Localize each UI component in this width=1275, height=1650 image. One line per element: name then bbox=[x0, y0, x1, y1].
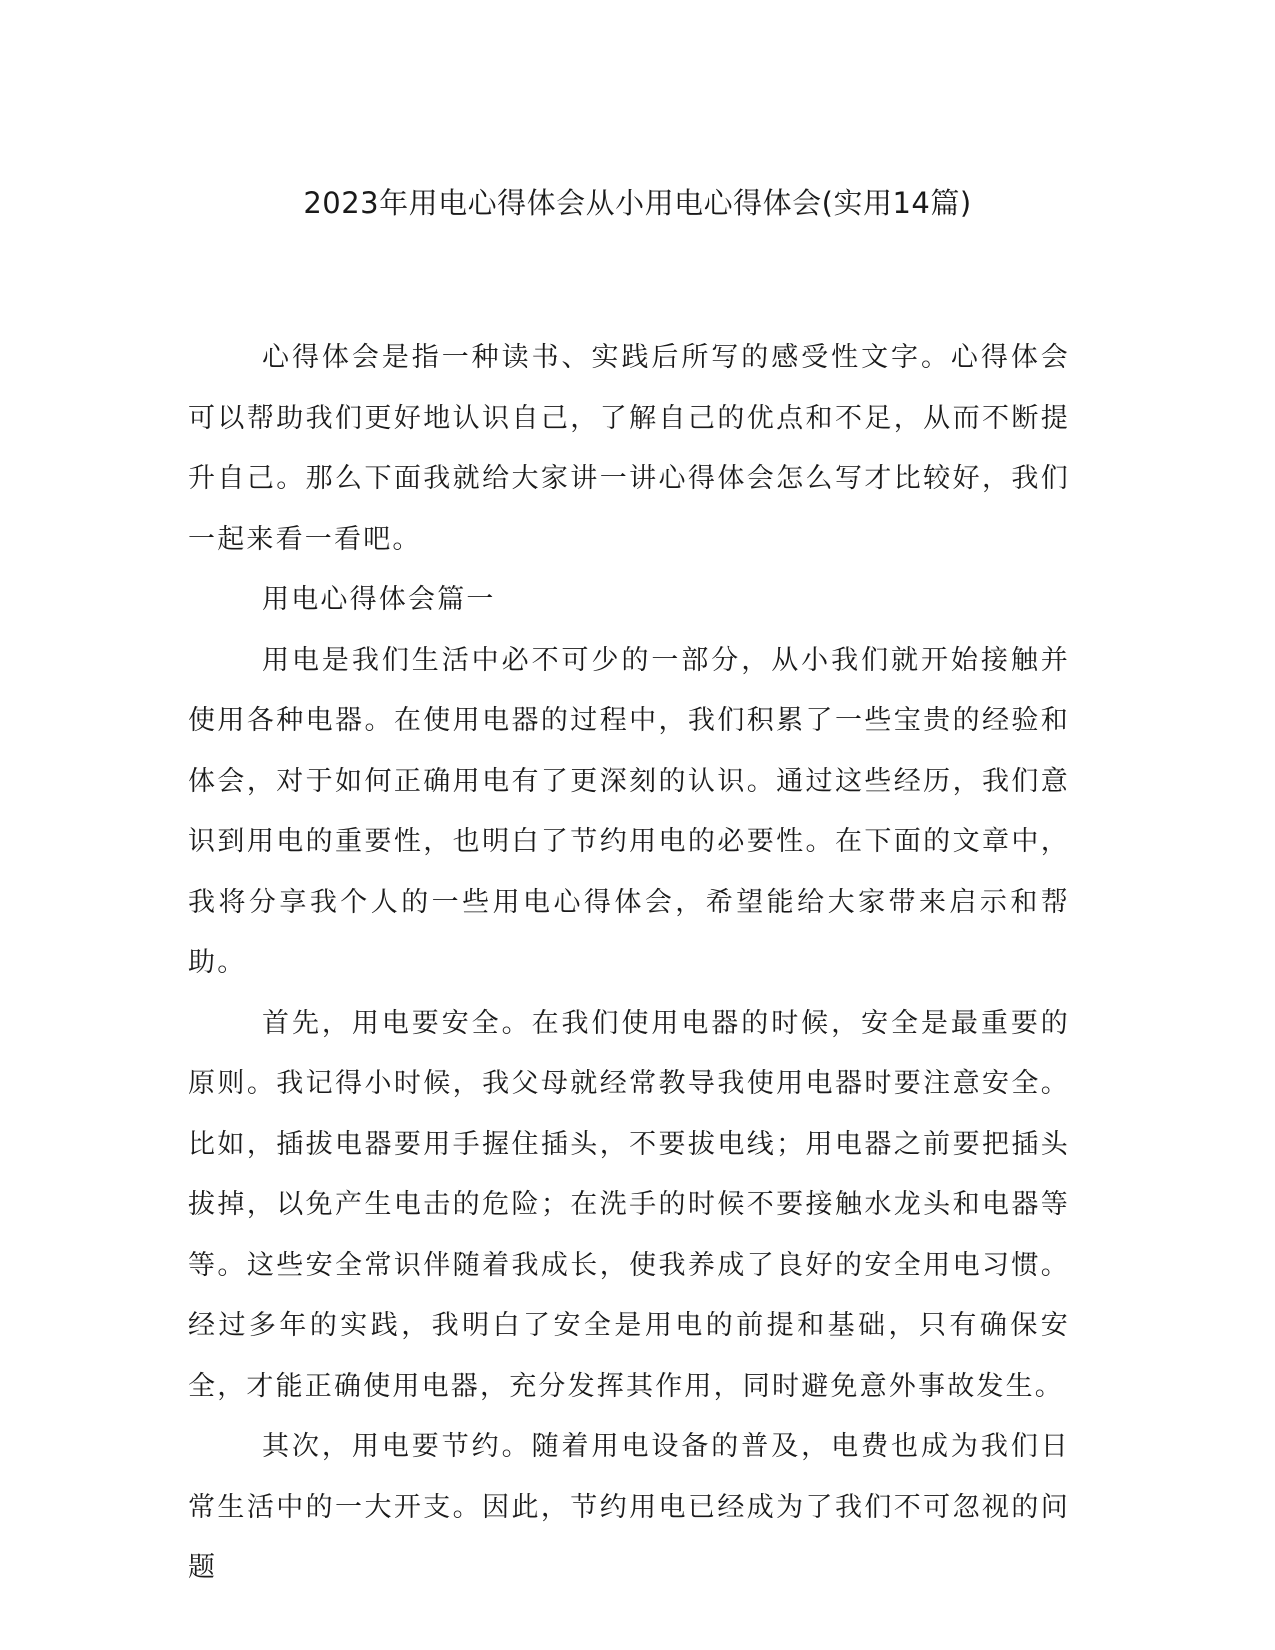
body-paragraph: 用电是我们生活中必不可少的一部分，从小我们就开始接触并使用各种电器。在使用电器的过程中，我们积累了一些宝贵的经验和体会，对于如何正确用电有了更深刻的认识。通过这些经历，我们意识到用电的重要性，也明白了节约用电的必要性。在下面的文章中，我将分享我个人的一些用电心得体会，希望能给大家带来启示和帮助。 bbox=[188, 644, 1070, 978]
section-heading: 用电心得体会篇一 bbox=[262, 584, 496, 615]
document-body bbox=[188, 328, 1070, 1599]
document-title: 2023年用电心得体会从小用电心得体会(实用14篇) bbox=[303, 186, 972, 220]
body-paragraph: 其次，用电要节约。随着用电设备的普及，电费也成为我们日常生活中的一大开支。因此，节约用电已经成为了我们不可忽视的问题 bbox=[188, 1431, 1070, 1583]
body-paragraph: 首先，用电要安全。在我们使用电器的时候，安全是最重要的原则。我记得小时候，我父母就经常教导我使用电器时要注意安全。比如，插拔电器要用手握住插头，不要拔电线；用电器之前要把插头拔掉，以免产生电击的危险；在洗手的时候不要接触水龙头和电器等等。这些安全常识伴随着我成长，使我养成了良好的安全用电习惯。经过多年的实践，我明白了安全是用电的前提和基础，只有确保安全，才能正确使用电器，充分发挥其作用，同时避免意外事故发生。 bbox=[188, 1007, 1070, 1402]
intro-paragraph: 心得体会是指一种读书、实践后所写的感受性文字。心得体会可以帮助我们更好地认识自己，了解自己的优点和不足，从而不断提升自己。那么下面我就给大家讲一讲心得体会怎么写才比较好，我们一起来看一看吧。 bbox=[188, 342, 1070, 555]
